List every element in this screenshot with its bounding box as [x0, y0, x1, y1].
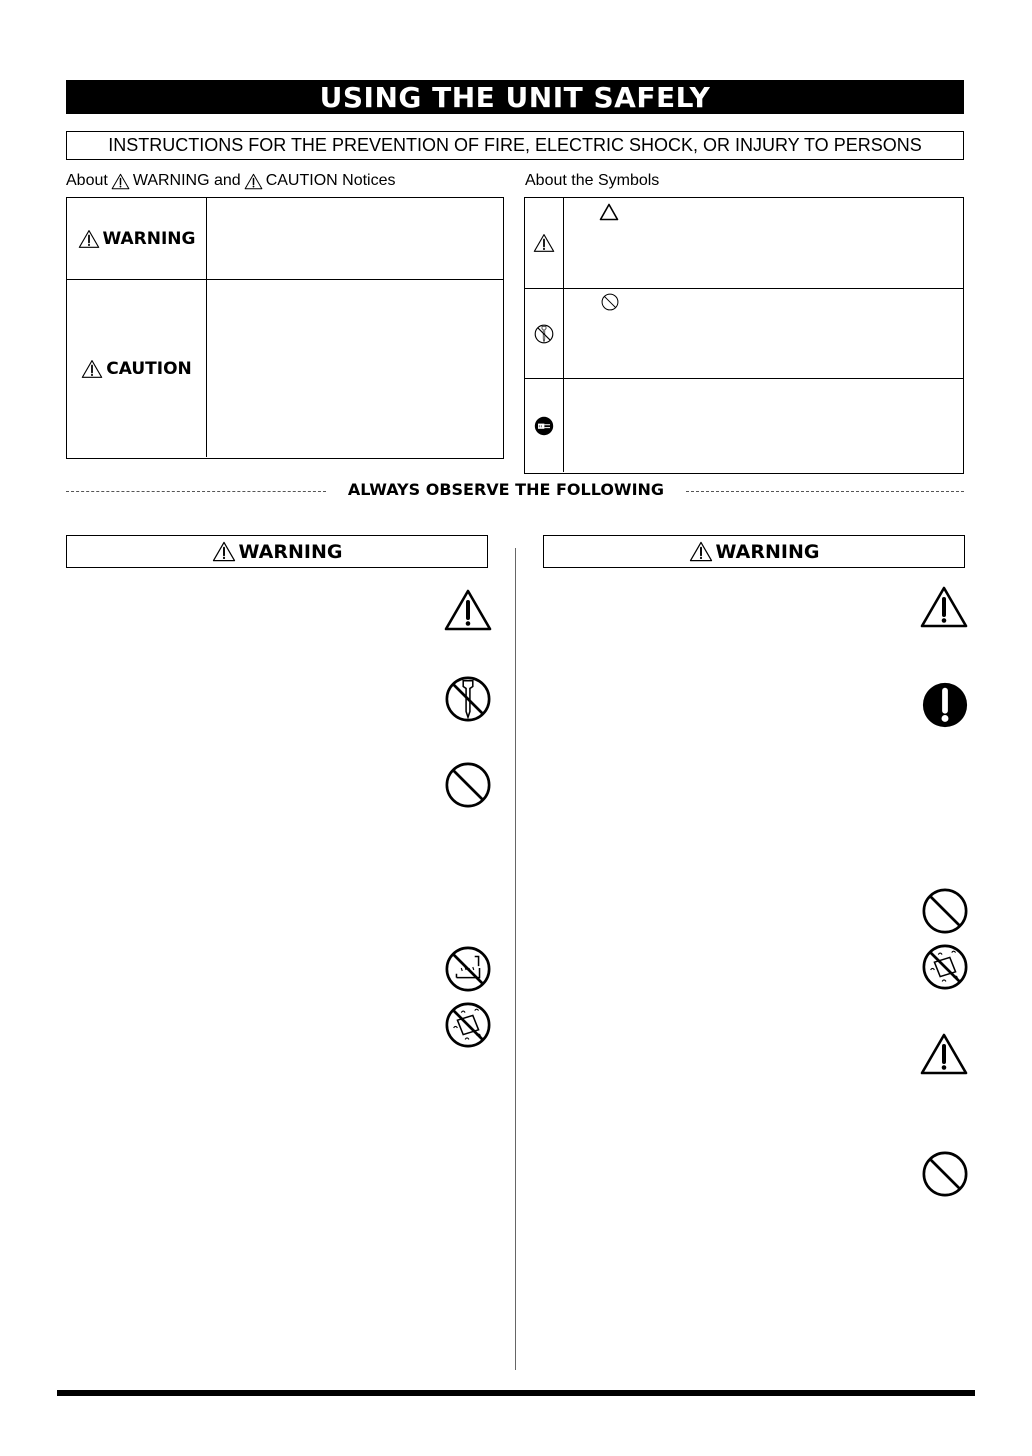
- caution-triangle-icon: [533, 233, 555, 253]
- symbol-cell: [525, 198, 564, 288]
- left-warning-label: WARNING: [238, 540, 343, 563]
- notice-row-caution: [67, 280, 503, 457]
- column-divider: [515, 548, 516, 1370]
- notice-warning-label: WARNING: [102, 228, 196, 249]
- bottom-rule: [57, 1390, 975, 1396]
- page-subtitle: INSTRUCTIONS FOR THE PREVENTION OF FIRE, ELECTRIC SHOCK, OR INJURY TO PERSONS: [66, 131, 964, 160]
- warning-triangle-icon: [78, 229, 100, 249]
- notices-heading-part1: About: [66, 172, 108, 189]
- right-warning-label: WARNING: [715, 540, 820, 563]
- prohibition-icon: [601, 293, 619, 311]
- notice-caution-cell: [67, 280, 207, 457]
- prohibition-icon: [444, 761, 492, 809]
- notice-row-warning: [67, 198, 503, 280]
- caution-triangle-icon: [919, 585, 969, 629]
- no-disassemble-icon: [534, 324, 554, 344]
- no-vibration-icon: [921, 943, 969, 991]
- notice-caution-label: CAUTION: [106, 358, 192, 379]
- notice-warning-cell: [67, 198, 207, 279]
- right-warning-header: [543, 535, 965, 568]
- notices-heading: [66, 172, 395, 190]
- mandatory-action-icon: [921, 681, 969, 729]
- caution-triangle-icon: [244, 173, 263, 190]
- triangle-outline-icon: [599, 203, 619, 221]
- left-warning-header: [66, 535, 488, 568]
- symbol-row-triangle: [525, 198, 963, 289]
- prohibition-icon: [921, 1150, 969, 1198]
- notices-heading-part2: WARNING and: [132, 172, 241, 189]
- symbols-heading: About the Symbols: [525, 172, 660, 189]
- symbol-row-mandatory: [525, 379, 963, 472]
- notices-table: [66, 197, 504, 459]
- symbol-cell: [525, 289, 564, 378]
- prohibition-icon: [921, 887, 969, 935]
- dashed-rule-right: [686, 491, 964, 492]
- symbols-table: [524, 197, 964, 474]
- warning-triangle-icon: [111, 173, 130, 190]
- symbol-row-prohibit: [525, 289, 963, 379]
- symbol-cell: [525, 379, 564, 472]
- caution-triangle-icon: [81, 359, 103, 379]
- page-title: USING THE UNIT SAFELY: [66, 80, 964, 114]
- dashed-rule-left: [66, 491, 326, 492]
- caution-triangle-icon: [919, 1032, 969, 1076]
- notices-heading-part3: CAUTION Notices: [265, 172, 396, 189]
- no-vibration-icon: [444, 1001, 492, 1049]
- observe-heading: ALWAYS OBSERVE THE FOLLOWING: [347, 480, 665, 499]
- no-disassemble-icon: [444, 675, 492, 723]
- no-water-spray-icon: [444, 945, 492, 993]
- unplug-icon: [534, 416, 554, 436]
- warning-triangle-icon: [212, 541, 236, 562]
- caution-triangle-icon: [443, 588, 493, 632]
- warning-triangle-icon: [689, 541, 713, 562]
